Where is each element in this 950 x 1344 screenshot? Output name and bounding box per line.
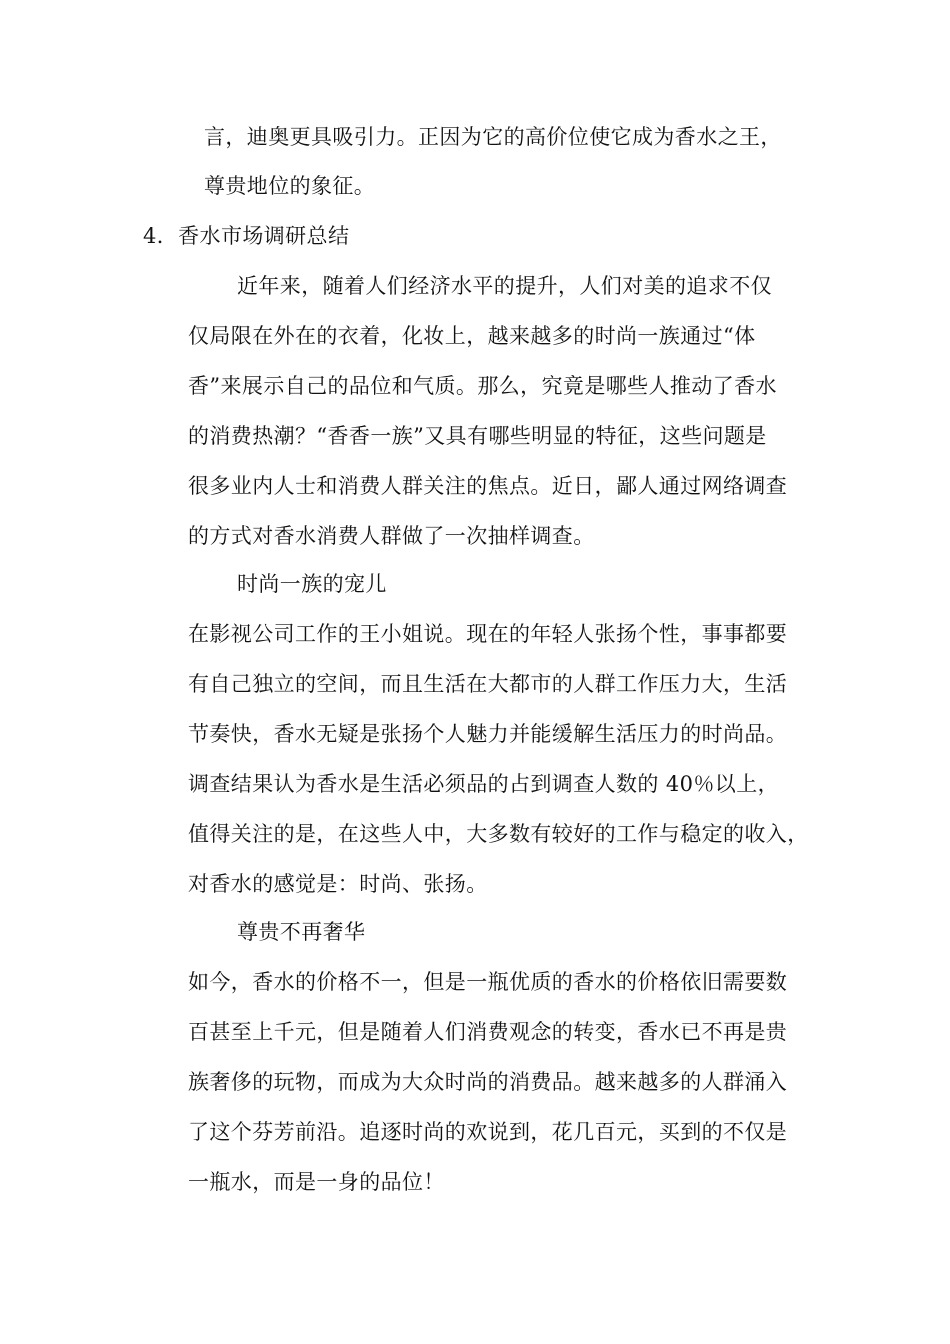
summary-line-5: 很多业内人士和消费人群关注的焦点。近日，鄙人通过网络调查 xyxy=(188,474,788,498)
summary-line-4: 的消费热潮？“香香一族”又具有哪些明显的特征，这些问题是 xyxy=(188,424,767,448)
summary-line-1: 近年来，随着人们经济水平的提升，人们对美的追求不仅 xyxy=(237,274,772,298)
intro-line-2: 尊贵地位的象征。 xyxy=(204,174,376,198)
section2-line-3: 族奢侈的玩物，而成为大众时尚的消费品。越来越多的人群涌入 xyxy=(188,1070,788,1094)
section2-line-1: 如今，香水的价格不一，但是一瓶优质的香水的价格依旧需要数 xyxy=(188,970,788,994)
subheading-fashion-favorite: 时尚一族的宠儿 xyxy=(237,572,387,596)
section1-line-5: 值得关注的是，在这些人中，大多数有较好的工作与稳定的收入， xyxy=(188,822,809,846)
section2-line-4: 了这个芬芳前沿。追逐时尚的欢说到，花几百元，买到的不仅是 xyxy=(188,1120,788,1144)
section1-line-3: 节奏快，香水无疑是张扬个人魅力并能缓解生活压力的时尚品。 xyxy=(188,722,788,746)
section-heading: 4．香水市场调研总结 xyxy=(143,224,350,248)
section1-line-6: 对香水的感觉是：时尚、张扬。 xyxy=(188,872,488,896)
summary-line-3: 香”来展示自己的品位和气质。那么，究竟是哪些人推动了香水 xyxy=(188,374,777,398)
section1-line-2: 有自己独立的空间，而且生活在大都市的人群工作压力大，生活 xyxy=(188,672,788,696)
summary-line-6: 的方式对香水消费人群做了一次抽样调查。 xyxy=(188,524,595,548)
summary-line-2: 仅局限在外在的衣着，化妆上，越来越多的时尚一族通过“体 xyxy=(188,324,756,348)
section1-line-4: 调查结果认为香水是生活必须品的占到调查人数的 40％以上， xyxy=(188,772,779,796)
intro-line-1: 言，迪奥更具吸引力。正因为它的高价位使它成为香水之王， xyxy=(204,125,782,149)
section1-line-1: 在影视公司工作的王小姐说。现在的年轻人张扬个性，事事都要 xyxy=(188,622,788,646)
subheading-no-longer-luxury: 尊贵不再奢华 xyxy=(237,920,366,944)
section2-line-5: 一瓶水，而是一身的品位！ xyxy=(188,1170,445,1194)
section2-line-2: 百甚至上千元，但是随着人们消费观念的转变，香水已不再是贵 xyxy=(188,1020,788,1044)
